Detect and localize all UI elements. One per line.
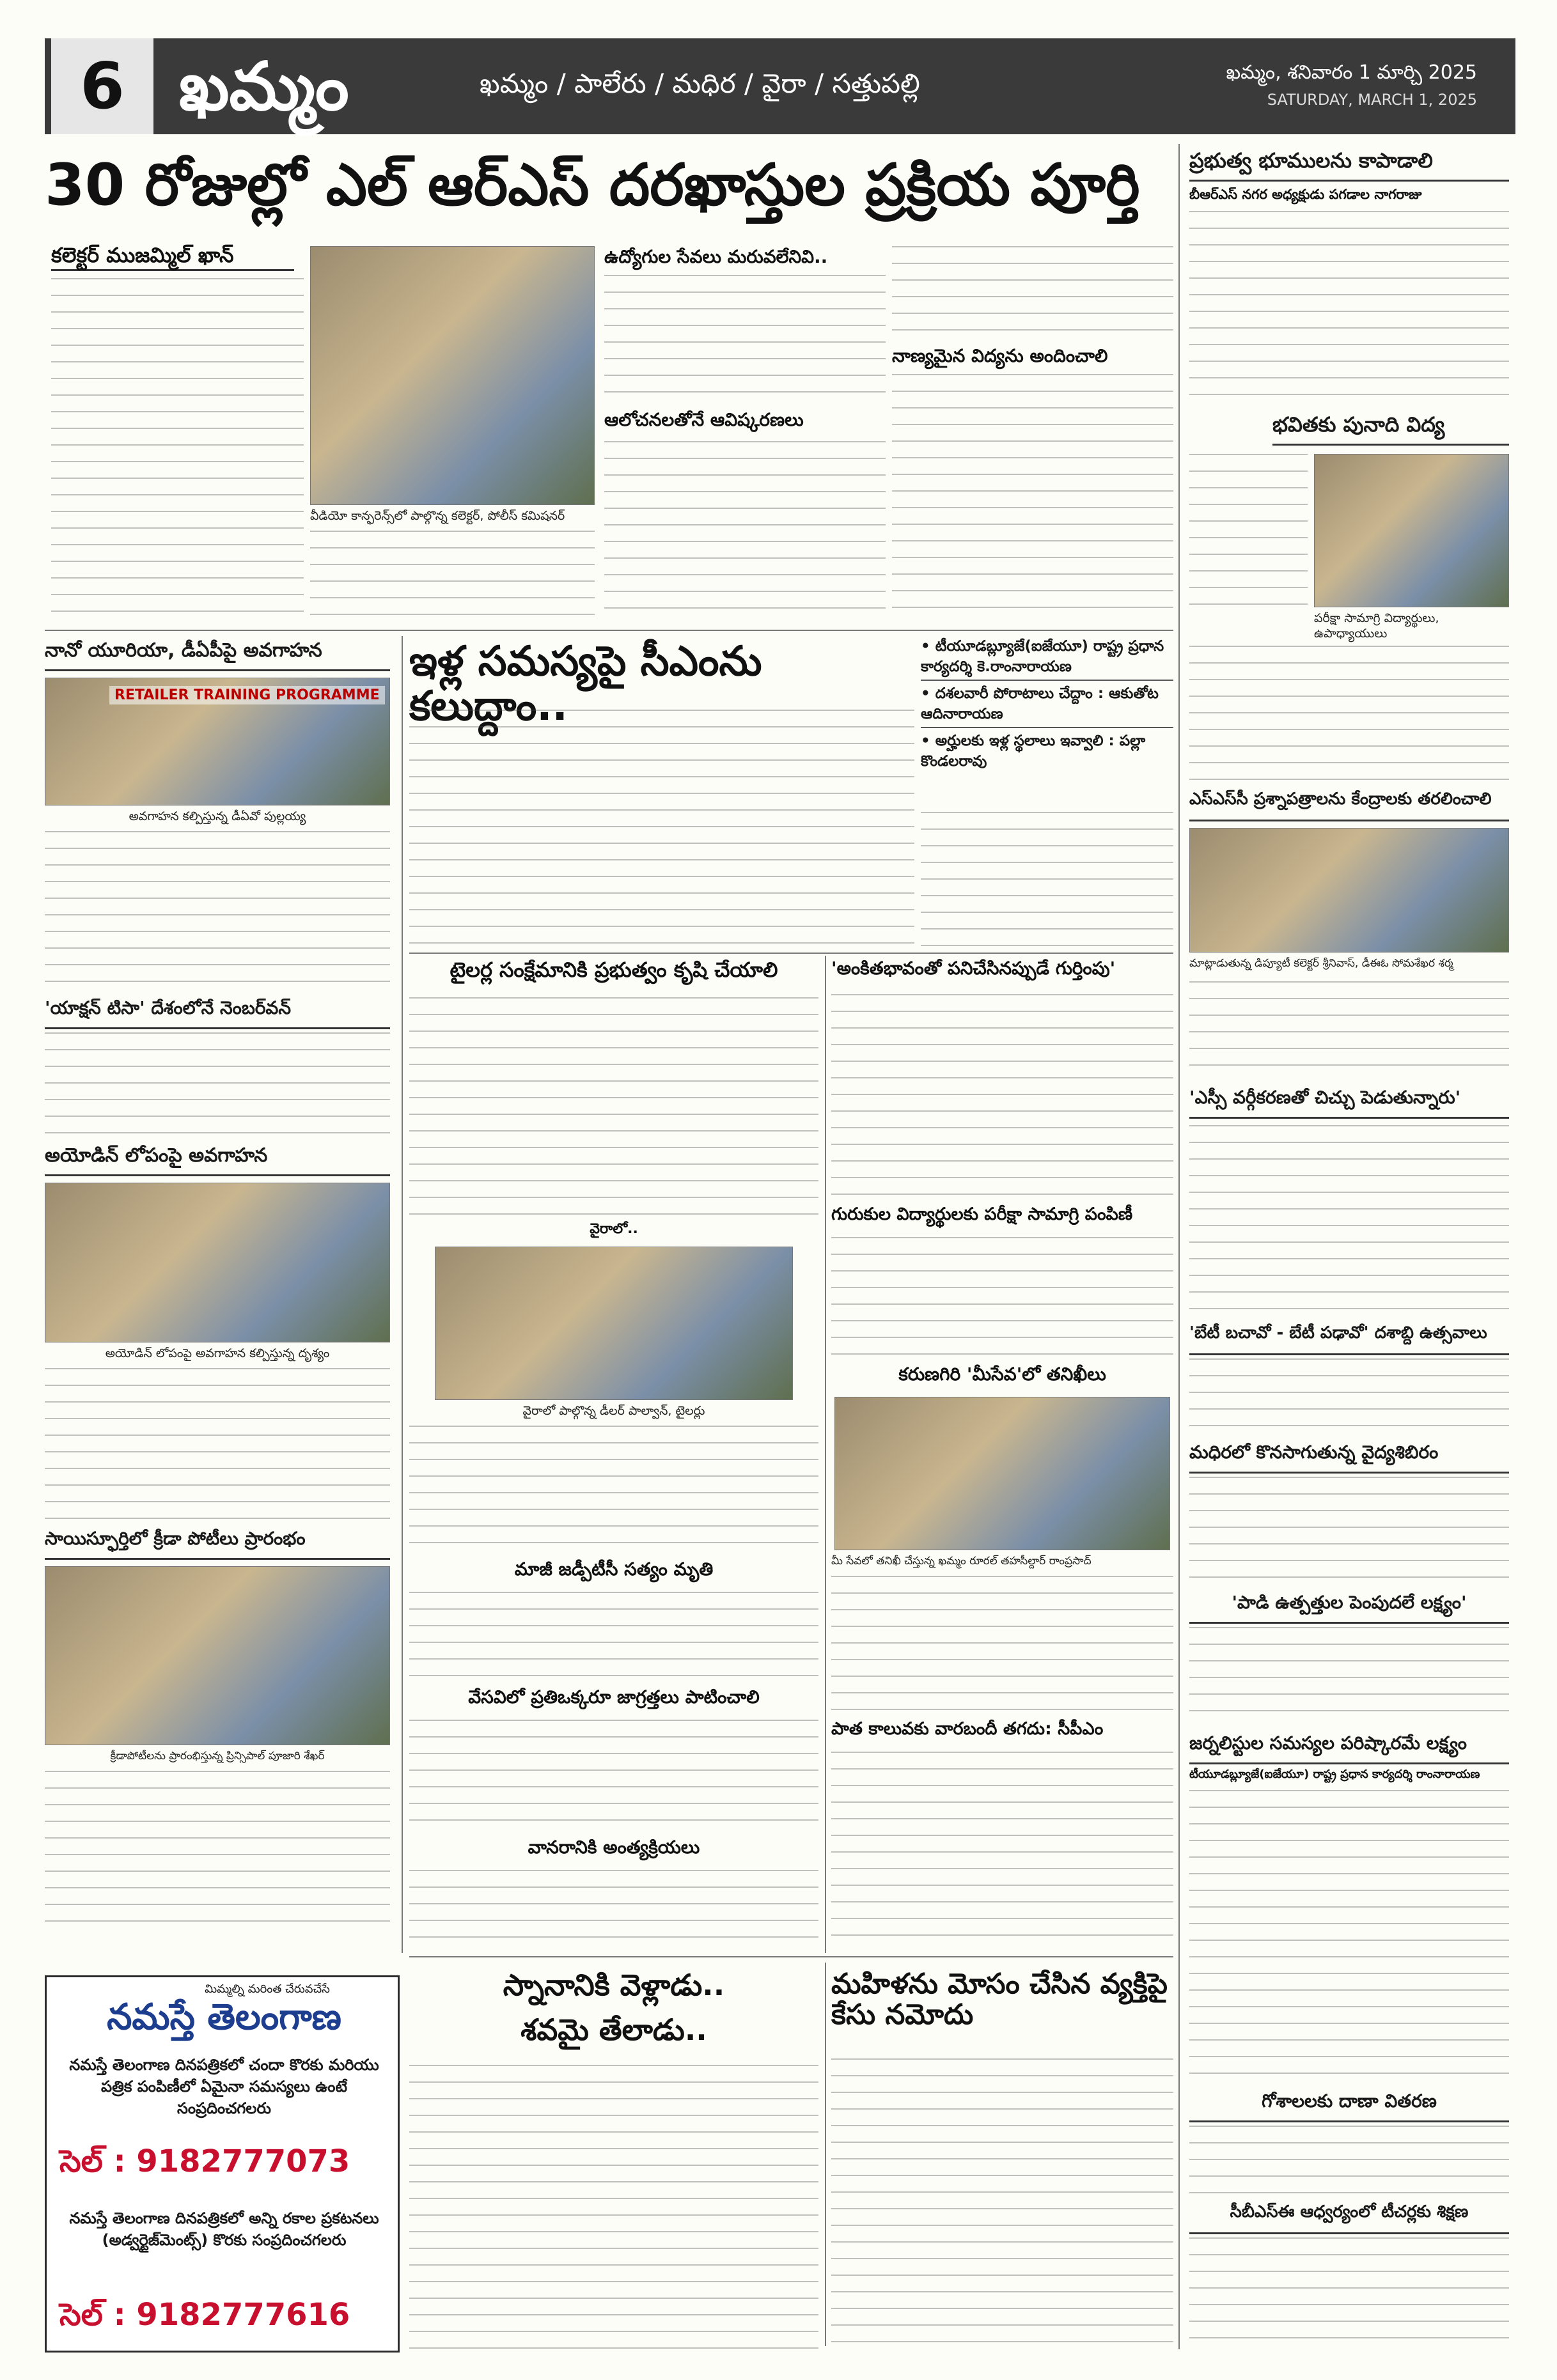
ad-brand: నమస్తే తెలంగాణ <box>107 1996 341 2038</box>
center-photo-1-caption: వైరాలో పాల్గొన్న డీలర్ పాల్వాన్, టైలర్లు <box>522 1404 705 1418</box>
left-photo-2 <box>45 1183 390 1342</box>
left-photo-1 <box>45 678 390 805</box>
left-h1: నానో యూరియా, డీఏపీపై అవగాహన <box>45 639 390 671</box>
ad-text-2: నమస్తే తెలంగాణ దినపత్రికలో అన్ని రకాల ప్రకటనలు (అడ్వర్టైజ్‌మెంట్స్) కొరకు సంప్రదించగలరు <box>69 2209 379 2249</box>
right-body-5 <box>1189 1358 1509 1435</box>
right-h3: ఎస్ఎస్‌సీ ప్రశ్నాపత్రాలను కేంద్రాలకు తరలించాలి <box>1189 789 1509 821</box>
lead-body-col4a <box>892 246 1173 342</box>
center-body-1 <box>409 710 914 946</box>
center-divider-v <box>825 956 826 1953</box>
lead-photo <box>310 246 595 505</box>
lead-sub1: ఉద్యోగుల సేవలు మరువలేనివి.. <box>604 246 828 267</box>
center-h5: గురుకుల విద్యార్థులకు పరీక్షా సామాగ్రి పంపిణీ <box>831 1204 1133 1224</box>
ad-tagline: మిమ్మల్ని మరింత చేరువచేసే <box>205 1982 330 1996</box>
left-photo-1-banner: RETAILER TRAINING PROGRAMME <box>109 686 385 704</box>
section-places: ఖమ్మం / పాలేరు / మధిర / వైరా / సత్తుపల్లి <box>480 68 920 99</box>
section-title: ఖమ్మం <box>179 47 349 125</box>
lead-body-col2 <box>310 531 595 623</box>
right-body-6 <box>1189 1477 1509 1585</box>
bullet-3: • అర్హులకు ఇళ్ల స్థలాలు ఇవ్వాలి : పల్లా కొండలరావు <box>921 733 1146 770</box>
center-h9: పాత కాలువకు వారబందీ తగదు: సీపీఎం <box>831 1719 1104 1739</box>
right-body-3 <box>1189 981 1509 1080</box>
center-h1: ఇళ్ల సమస్యపై సీఎంను కలుద్దాం.. <box>409 638 762 731</box>
right-h10: సీబీఎస్ఈ ఆధ్వర్యంలో టీచర్లకు శిక్షణ <box>1189 2202 1509 2234</box>
right-photo-2-caption: మాట్లాడుతున్న డిప్యూటీ కలెక్టర్ శ్రీనివాస్, డీఈఓ సోమశేఖర శర్మ <box>1189 957 1453 970</box>
lead-body-col1 <box>51 278 304 623</box>
center-body-9 <box>831 1752 1173 1950</box>
right-h2: భవితకు పునాది విద్య <box>1272 412 1509 446</box>
center-h3: 'అంకితభావంతో పనిచేసినప్పుడే గుర్తింపు' <box>831 958 1116 979</box>
masthead <box>45 38 1515 134</box>
right-h5: 'బేటీ బచావో - బేటీ పఢావో' దశాబ్ది ఉత్సవాలు <box>1189 1323 1509 1355</box>
lead-body-col3b <box>604 441 886 623</box>
center-photo-2 <box>834 1397 1170 1550</box>
right-photo-2 <box>1189 828 1509 953</box>
left-photo-1-caption: అవగాహన కల్పిస్తున్న డీఏవో పుల్లయ్య <box>129 809 306 823</box>
lead-photo-caption: వీడియో కాన్ఫరెన్స్‌లో పాల్గొన్న కలెక్టర్, పోలీస్ కమిషనర్ <box>310 509 565 523</box>
bullet-2: • దశలవారీ పోరాటాలు చేద్దాం : ఆకుతోట ఆదినారాయణ <box>921 681 1173 728</box>
page-number: 6 <box>51 38 153 134</box>
left-body-4 <box>45 1771 390 1937</box>
right-photo-1-caption: పరీక్షా సామాగ్రి విద్యార్థులు, ఉపాధ్యాయులు <box>1314 611 1439 641</box>
center-body-11 <box>409 2065 818 2349</box>
center-photo-2-caption: మీ సేవలో తనిఖీ చేస్తున్న ఖమ్మం రూరల్ తహసీల్దార్ రాంప్రసాద్ <box>831 1555 1091 1567</box>
right-body-2a <box>1189 454 1308 614</box>
left-photo-3 <box>45 1566 390 1745</box>
right-h8-kicker: టీయూడబ్ల్యూజే(ఐజేయూ) రాష్ట్ర ప్రధాన కార్యదర్శి రాంనారాయణ <box>1189 1768 1480 1781</box>
center-photo-1 <box>435 1247 793 1400</box>
center-bullets <box>921 636 1173 809</box>
lead-divider <box>45 630 1173 631</box>
right-body-2b <box>1189 646 1509 783</box>
right-body-1 <box>1189 211 1509 403</box>
left-body-3 <box>45 1368 390 1521</box>
left-body-1 <box>45 831 390 991</box>
left-h4: సాయిస్ఫూర్తిలో క్రీడా పోటీలు ప్రారంభం <box>45 1528 390 1560</box>
right-body-4 <box>1189 1125 1509 1317</box>
right-h9: గోశాలలకు దాణా వితరణ <box>1189 2090 1509 2122</box>
lead-sub3: నాణ్యమైన విద్యను అందించాలి <box>892 345 1108 366</box>
center-h6: కరుణగిరి 'మీసేవ'లో తనిఖీలు <box>898 1364 1106 1385</box>
center-body-6 <box>831 1576 1173 1713</box>
center-divider-1 <box>409 953 1173 954</box>
column-divider <box>1178 144 1180 2349</box>
right-body-9 <box>1189 2126 1509 2196</box>
right-photo-1 <box>1314 454 1509 607</box>
center-body-1b <box>921 812 1173 946</box>
lead-body-col3a <box>604 275 886 403</box>
right-h1: ప్రభుత్వ భూములను కాపాడాలి <box>1189 148 1509 182</box>
lead-kicker: కలెక్టర్ ముజమ్మిల్ ఖాన్ <box>51 243 294 271</box>
ad-cell-2: సెల్ : 9182777616 <box>59 2297 350 2333</box>
left-h2: 'యాక్షన్ టిసా' దేశంలోనే నెంబర్‌వన్ <box>45 997 390 1029</box>
left-body-2 <box>45 1032 390 1138</box>
right-h7: 'పాడి ఉత్పత్తుల పెంపుదలే లక్ష్యం' <box>1189 1592 1509 1624</box>
center-body-10 <box>409 1870 818 1950</box>
date-telugu: ఖమ్మం, శనివారం 1 మార్చి 2025 <box>1226 61 1477 84</box>
center-h2: టైలర్ల సంక్షేమానికి ప్రభుత్వం కృషి చేయాలి <box>450 958 778 982</box>
center-body-7 <box>409 1592 818 1688</box>
center-body-2 <box>409 997 818 1218</box>
right-h6: మధిరలో కొనసాగుతున్న వైద్యశిబిరం <box>1189 1442 1509 1474</box>
left-divider <box>402 636 403 1953</box>
right-body-8 <box>1189 1790 1509 2084</box>
right-body-7 <box>1189 1627 1509 1726</box>
right-h4: 'ఎస్సీ వర్గీకరణతో చిచ్చు పెడుతున్నారు' <box>1189 1087 1509 1119</box>
left-photo-2-caption: అయోడిన్ లోపంపై అవగాహన కల్పిస్తున్న దృశ్యం <box>105 1346 330 1360</box>
subscription-ad <box>45 1975 400 2353</box>
left-photo-3-caption: క్రీడాపోటీలను ప్రారంభిస్తున్న ప్రిన్సిపాల్ పూజారి శేఖర్ <box>110 1750 325 1762</box>
center-divider-v2 <box>825 1963 826 2346</box>
center-body-3 <box>831 994 1173 1199</box>
center-h11b: శవమై తేలాడు.. <box>520 2012 707 2047</box>
center-h4-kicker: వైరాలో.. <box>590 1221 638 1237</box>
center-h8: వేసవిలో ప్రతిఒక్కరూ జాగ్రత్తలు పాటించాలి <box>468 1686 760 1707</box>
right-h1-kicker: బీఆర్ఎస్ నగర అధ్యక్షుడు పగడాల నాగరాజు <box>1189 187 1422 202</box>
center-divider-2 <box>409 1956 1173 1957</box>
lead-sub2: ఆలోచనలతోనే ఆవిష్కరణలు <box>604 409 804 430</box>
center-h7: మాజీ జడ్పీటీసీ సత్యం మృతి <box>514 1559 714 1580</box>
center-h10: వానరానికి అంత్యక్రియలు <box>528 1837 700 1858</box>
ad-text-1: నమస్తే తెలంగాణ దినపత్రికలో చందా కొరకు మరియు పత్రిక పంపిణీలో ఏమైనా సమస్యలు ఉంటే సంప్రదించగలరు <box>69 2056 379 2117</box>
center-body-8 <box>409 1720 818 1835</box>
ad-cell-1: సెల్ : 9182777073 <box>59 2143 350 2179</box>
right-h8: జర్నలిస్టుల సమస్యల పరిష్కారమే లక్ష్యం <box>1189 1732 1509 1764</box>
date-english: SATURDAY, MARCH 1, 2025 <box>1267 91 1477 109</box>
left-h3: అయోడిన్ లోపంపై అవగాహన <box>45 1144 390 1176</box>
bullet-1: • టీయూడబ్ల్యూజే(ఐజేయూ) రాష్ట్ర ప్రధాన కార్యదర్శి కె.రాంనారాయణ <box>921 636 1173 681</box>
center-body-2b <box>409 1426 818 1553</box>
center-body-5 <box>831 1237 1173 1358</box>
center-h12: మహిళను మోసం చేసిన వ్యక్తిపై కేసు నమోదు <box>831 1968 1168 2032</box>
lead-body-col4b <box>892 374 1173 623</box>
center-h11a: స్నానానికి వెళ్లాడు.. <box>503 1968 725 2002</box>
right-body-10 <box>1189 2237 1509 2346</box>
lead-headline: 30 రోజుల్లో ఎల్ ఆర్ఎస్ దరఖాస్తుల ప్రక్రియ పూర్తి <box>45 152 1140 219</box>
center-body-12 <box>831 2058 1173 2349</box>
